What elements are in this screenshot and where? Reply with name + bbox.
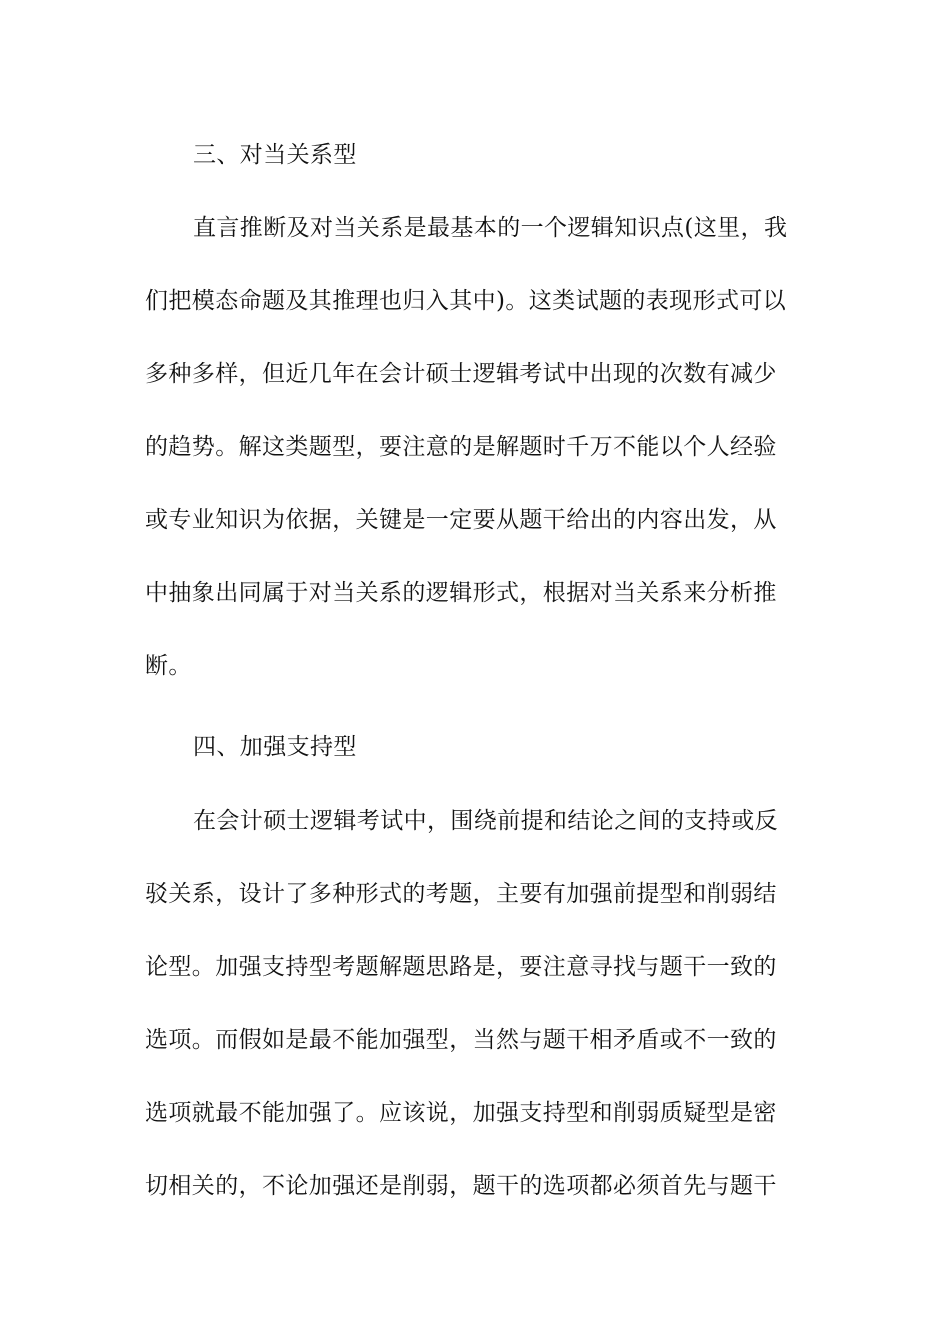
paragraph-line: 断。 xyxy=(145,653,192,679)
paragraph-line: 的趋势。解这类题型，要注意的是解题时千万不能以个人经验 xyxy=(145,434,777,460)
paragraph-line: 在会计硕士逻辑考试中，围绕前提和结论之间的支持或反 xyxy=(193,808,778,834)
paragraph-line: 选项。而假如是最不能加强型，当然与题干相矛盾或不一致的 xyxy=(145,1027,777,1053)
paragraph-line: 或专业知识为依据，关键是一定要从题干给出的内容出发，从 xyxy=(145,507,777,533)
paragraph-line: 论型。加强支持型考题解题思路是，要注意寻找与题干一致的 xyxy=(145,954,777,980)
section-heading-3: 三、对当关系型 xyxy=(193,142,357,168)
paragraph-line: 多种多样，但近几年在会计硕士逻辑考试中出现的次数有减少 xyxy=(145,361,777,387)
paragraph-line: 驳关系，设计了多种形式的考题，主要有加强前提型和削弱结 xyxy=(145,881,777,907)
section-heading-4: 四、加强支持型 xyxy=(193,734,357,760)
paragraph-line: 中抽象出同属于对当关系的逻辑形式，根据对当关系来分析推 xyxy=(145,580,777,606)
paragraph-line: 选项就最不能加强了。应该说，加强支持型和削弱质疑型是密 xyxy=(145,1100,777,1126)
paragraph-line: 直言推断及对当关系是最基本的一个逻辑知识点(这里，我 xyxy=(193,215,788,241)
paragraph-line: 切相关的，不论加强还是削弱，题干的选项都必须首先与题干 xyxy=(145,1173,777,1199)
paragraph-line: 们把模态命题及其推理也归入其中)。这类试题的表现形式可以 xyxy=(145,288,787,314)
